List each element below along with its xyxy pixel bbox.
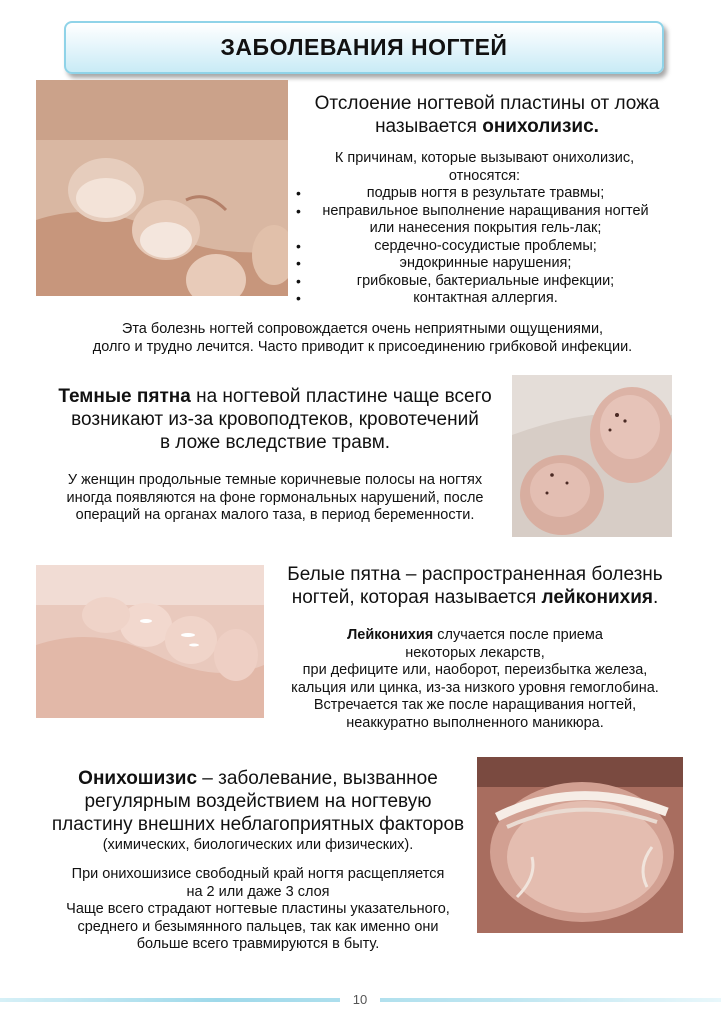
leukonychia-heading: Белые пятна – распространенная болезнь ногтей, которая называется лейконихия. <box>287 564 663 608</box>
onychoschisis-photo <box>477 757 683 933</box>
onycholysis-causes-list <box>298 185 673 308</box>
onychoschisis-body: При онихошизисе свободный край ногтя расщепляется на 2 или даже 3 слоя Чаще всего страдают ногтевые пластины указательного, среднего и безымянного пальцев, так как именно они больше всего травмируются в быту. <box>66 866 450 952</box>
onychoschisis-term: Онихошизис <box>78 768 198 789</box>
page-number: 10 <box>340 990 380 1010</box>
list-item: • подрыв ногтя в результате травмы; <box>296 185 605 201</box>
onycholysis-term: онихолизис. <box>482 116 599 137</box>
list-item: • грибковые, бактериальные инфекции; <box>296 272 615 289</box>
list-item: или нанесения покрытия гель-лак; <box>369 220 602 236</box>
dark-spots-heading: Темные пятна на ногтевой пластине чаще всего возникают из-за кровоподтеков, кровотечений в ложе вследствие травм. <box>58 386 492 453</box>
list-item: • эндокринные нарушения; <box>296 255 572 271</box>
leukonychia-term: лейконихия <box>541 587 653 608</box>
list-item: • неправильное выполнение наращивания ногтей <box>296 202 649 219</box>
onycholysis-heading-line2: называется онихолизис. <box>375 116 599 137</box>
onychoschisis-heading: Онихошизис – заболевание, вызванное регулярным воздействием на ногтевую пластину внешних неблагоприятных факторов <box>51 768 465 835</box>
page-header <box>64 21 664 74</box>
onycholysis-heading <box>292 92 682 138</box>
onychoschisis-factors: (химических, биологических или физических). <box>102 837 414 853</box>
list-item: • сердечно-сосудистые проблемы; <box>296 237 597 254</box>
onycholysis-intro: К причинам, которые вызывают онихолизис, относятся: <box>334 150 635 184</box>
onycholysis-heading-line1: Отслоение ногтевой пластины от ложа <box>314 93 660 114</box>
onycholysis-note: Эта болезнь ногтей сопровождается очень неприятными ощущениями, долго и трудно лечится. Часто приводит к присоединению грибковой инфекции. <box>92 321 633 355</box>
page-title: ЗАБОЛЕВАНИЯ НОГТЕЙ <box>220 34 508 60</box>
dark-spots-body: У женщин продольные темные коричневые полосы на ногтях иногда появляются на фоне гормональных нарушений, после операций на органах малого таза, в период беременности. <box>66 472 484 523</box>
leukonychia-body: Лейконихия случается после приема некоторых лекарств, при дефиците или, наоборот, переизбытка железа, кальция или цинка, из-за низкого уровня гемоглобина. Встречается так же после наращивания ногтей, неаккуратно выполненного маникюра. <box>291 627 659 731</box>
onycholysis-photo <box>36 80 288 296</box>
list-item: • контактная аллергия. <box>296 290 558 306</box>
dark-spots-photo <box>512 375 672 537</box>
leukonychia-photo <box>36 565 264 718</box>
dark-spots-term: Темные пятна <box>58 386 191 407</box>
